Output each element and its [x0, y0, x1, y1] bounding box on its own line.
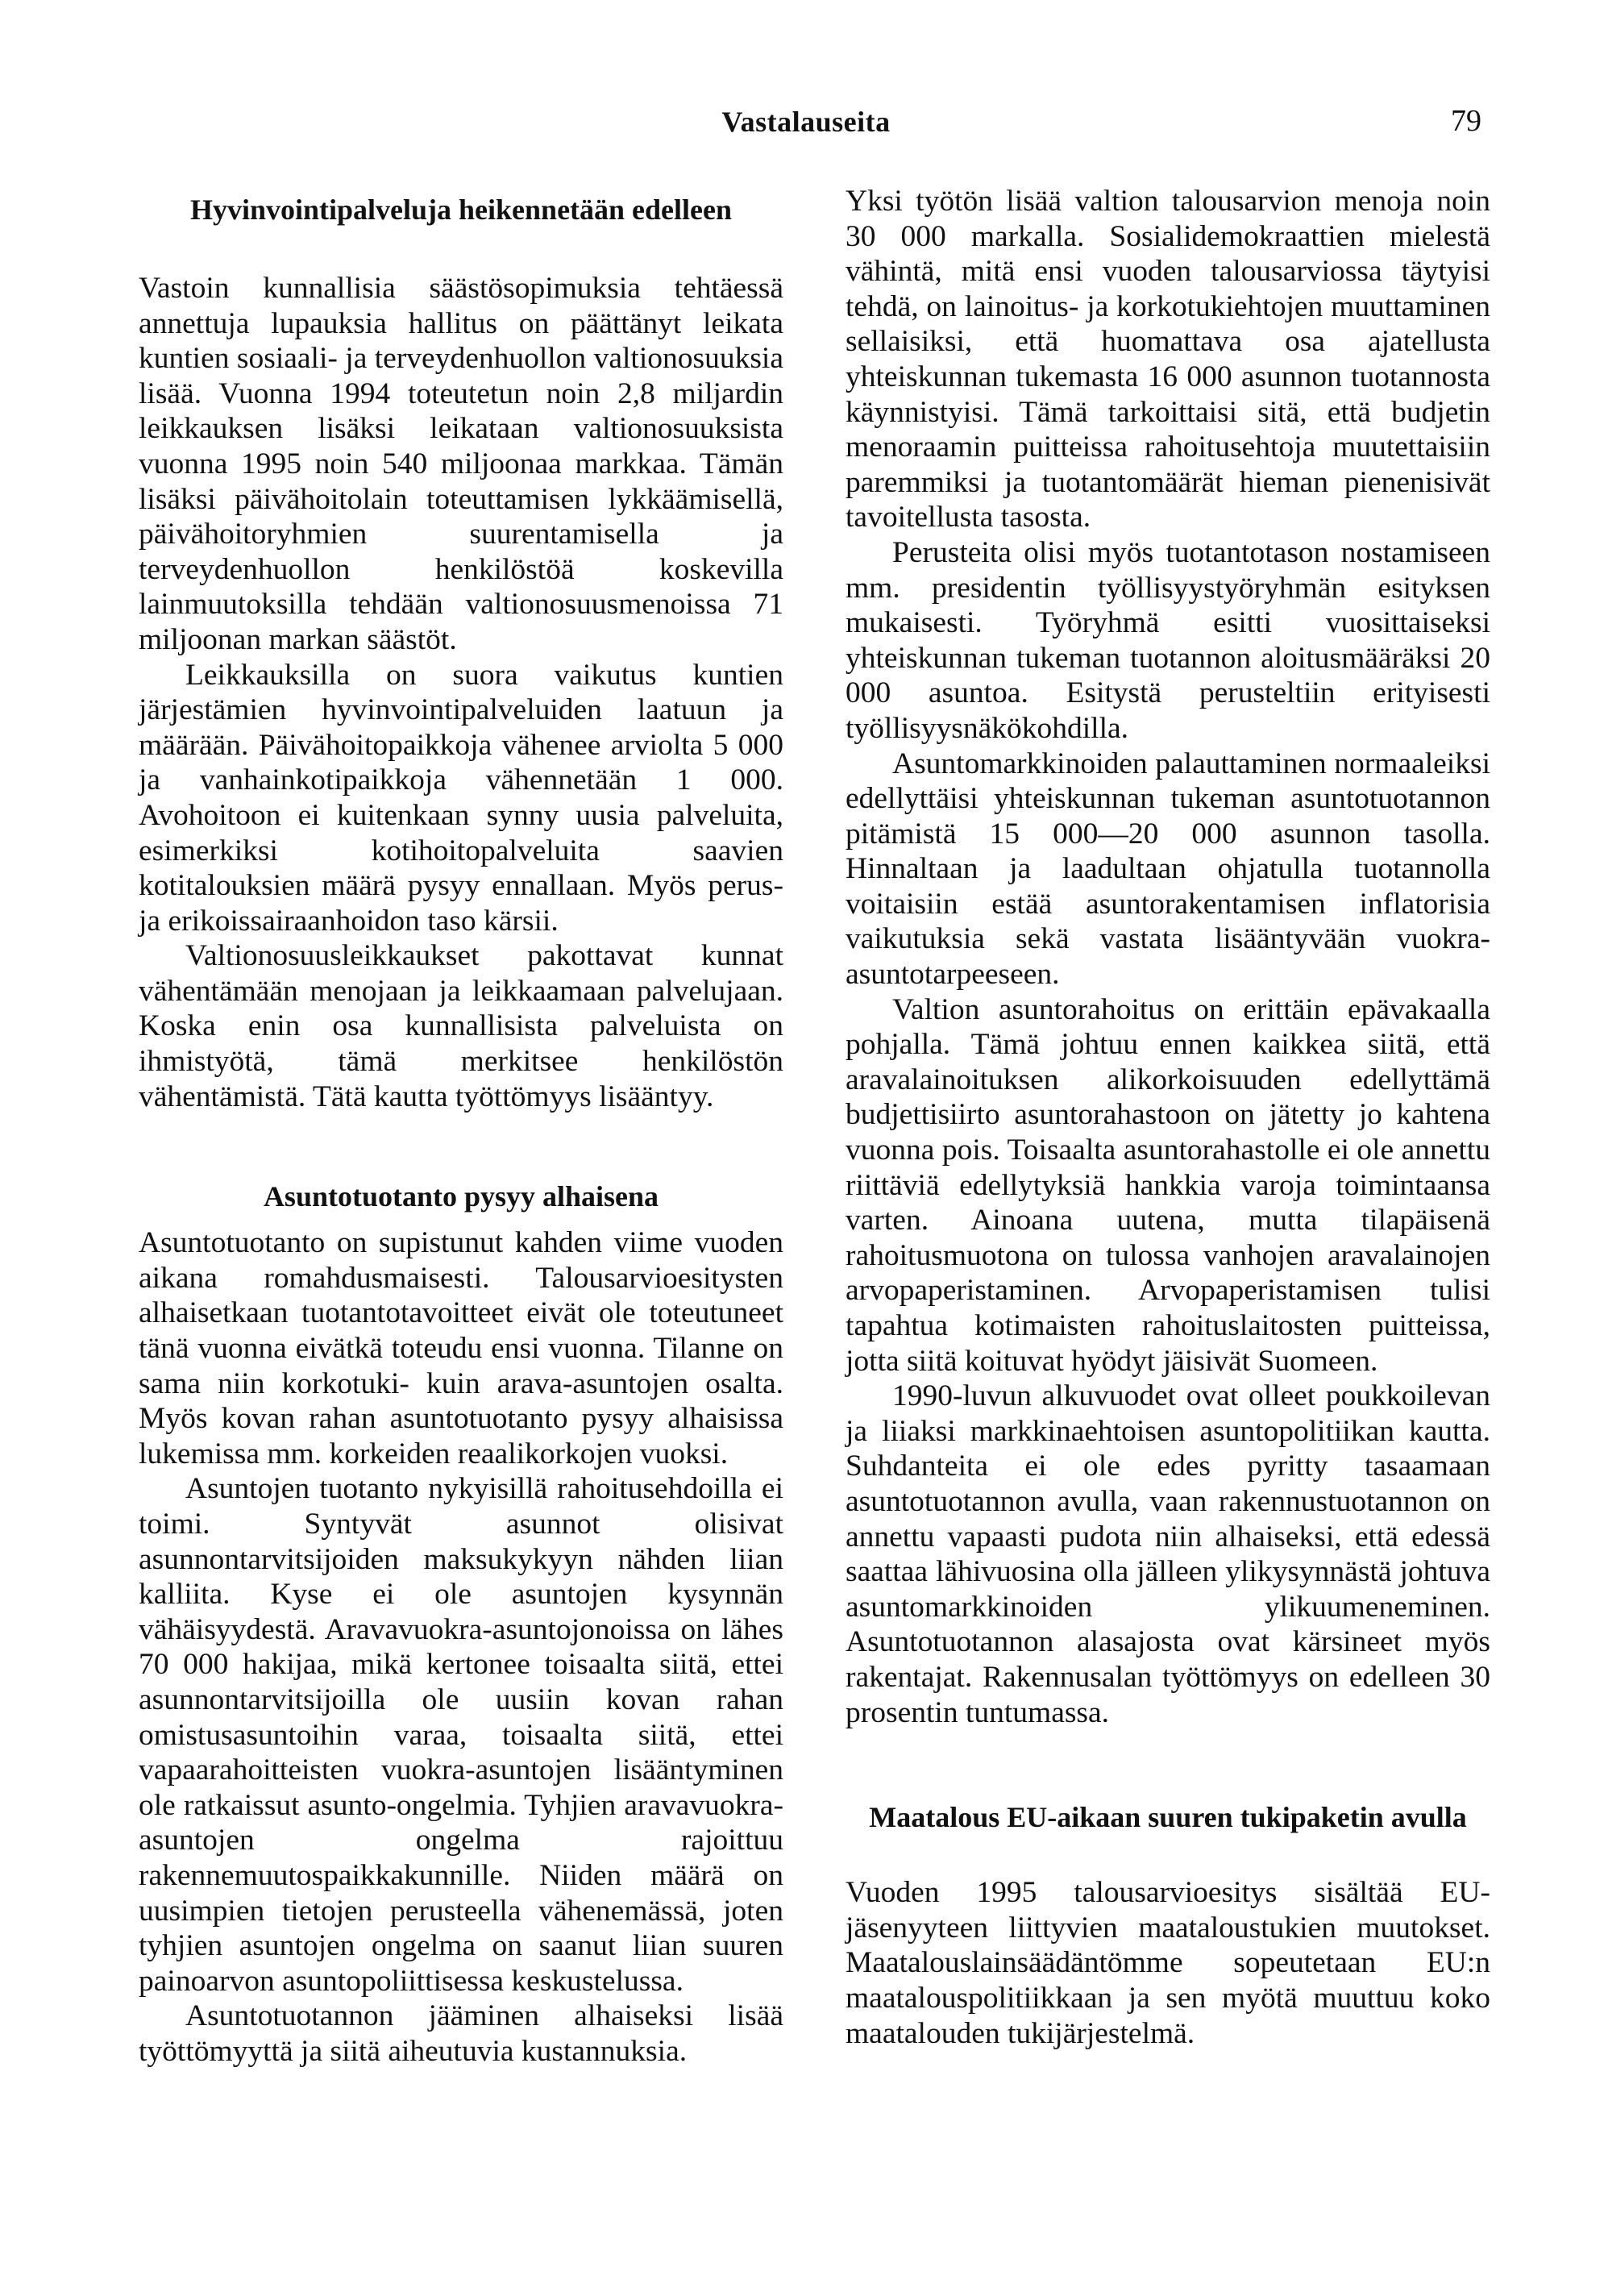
section-heading-welfare-services: Hyvinvointipalveluja heikennetään edelleen	[189, 193, 733, 226]
paragraph: Yksi työtön lisää valtion talousarvion menoja noin 30 000 markalla. Sosialidemokraattien mielestä vähintä, mitä ensi vuoden talousarviossa täytyisi tehdä, on lainoitus- ja korkotukiehtojen muuttaminen sellaisiksi, että huomattava osa ajatellusta yhteiskunnan tukemasta 16 000 asunnon tuotannosta käynnistyisi. Tämä tarkoittaisi sitä, että budjetin menoraamin puitteissa rahoitusehtoja muutettaisiin paremmiksi ja tuotantomäärät hieman pienenisivät tavoitellusta tasosta.	[846, 185, 1490, 534]
paragraph: Vuoden 1995 talousarvioesitys sisältää EU-jäsenyyteen liittyvien maataloustukien muutokset. Maatalouslainsäädäntömme sopeutetaan EU:n maatalouspolitiikkaan ja sen myötä muuttuu koko maatalouden tukijärjestelmä.	[846, 1876, 1490, 2050]
running-head: Vastalauseita	[721, 106, 891, 138]
paragraph: Vastoin kunnallisia säästösopimuksia tehtäessä annettuja lupauksia hallitus on päättänyt leikata kuntien sosiaali- ja terveydenhuollon valtionosuuksia lisää. Vuonna 1994 toteutetun noin 2,8 miljardin leikkauksen lisäksi leikataan valtionosuuksista vuonna 1995 noin 540 miljoonaa markkaa. Tämän lisäksi päivähoitolain toteuttamisen lykkäämisellä, päivähoitoryhmien suurentamisella ja terveydenhuollon henkilöstöä koskevilla lainmuutoksilla tehdään valtionosuusmenoissa 71 miljoonan markan säästöt.	[139, 272, 783, 656]
page-number: 79	[1451, 104, 1481, 138]
right-column	[846, 184, 1490, 2051]
paragraph: 1990-luvun alkuvuodet ovat olleet poukkoilevan ja liiaksi markkinaehtoisen asuntopolitiikan kautta. Suhdanteita ei ole edes pyritty tasaamaan asuntotuotannon avulla, vaan rakennustuotannon on annettu vapaasti pudota niin alhaiseksi, että edessä saattaa lähivuosina olla jälleen ylikysynnästä johtuva asuntomarkkinoiden ylikuumeneminen. Asuntotuotannon alasajosta ovat kärsineet myös rakentajat. Rakennusalan työttömyys on edelleen 30 prosentin tuntumassa.	[846, 1379, 1490, 1729]
section-heading-agriculture-eu: Maatalous EU-aikaan suuren tukipaketin avulla	[869, 1801, 1467, 1834]
paragraph: Valtion asuntorahoitus on erittäin epävakaalla pohjalla. Tämä johtuu ennen kaikkea siitä, että aravalainoituksen alikorkoisuuden edellyttämä budjettisiirto asuntorahastoon on jätetty jo kahtena vuonna pois. Toisaalta asuntorahastolle ei ole annettu riittäviä edellytyksiä hankkia varoja toimintaansa varten. Ainoana uutena, mutta tilapäisenä rahoitusmuotona on tulossa vanhojen aravalainojen arvopaperistaminen. Arvopaperistamisen tulisi tapahtua kotimaisten rahoituslaitosten puitteissa, jotta siitä koituvat hyödyt jäisivät Suomeen.	[846, 992, 1490, 1378]
paragraph: Valtionosuusleikkaukset pakottavat kunnat vähentämään menojaan ja leikkaamaan palvelujaan. Koska enin osa kunnallisista palveluista on ihmistyötä, tämä merkitsee henkilöstön vähentämistä. Tätä kautta työttömyys lisääntyy.	[139, 939, 783, 1113]
paragraph: Asuntomarkkinoiden palauttaminen normaaleiksi edellyttäisi yhteiskunnan tukeman asuntotuotannon pitämistä 15 000—20 000 asunnon tasolla. Hinnaltaan ja laadultaan ohjatulla tuotannolla voitaisiin estää asuntorakentamisen inflatorisia vaikutuksia sekä vastata lisääntyvään vuokra-asuntotarpeeseen.	[846, 747, 1490, 992]
paragraph: Asuntotuotanto on supistunut kahden viime vuoden aikana romahdusmaisesti. Talousarvioesitysten alhaisetkaan tuotantotavoitteet eivät ole toteutuneet tänä vuonna eivätkä toteudu ensi vuonna. Tilanne on sama niin korkotuki- kuin arava-asuntojen osalta. Myös kovan rahan asuntotuotanto pysyy alhaisissa lukemissa mm. korkeiden reaalikorkojen vuoksi.	[139, 1226, 783, 1470]
paragraph: Asuntotuotannon jääminen alhaiseksi lisää työttömyyttä ja siitä aiheutuvia kustannuksia.	[139, 1999, 783, 2068]
left-column	[139, 184, 783, 2069]
paragraph: Asuntojen tuotanto nykyisillä rahoitusehdoilla ei toimi. Syntyvät asunnot olisivat asunnontarvitsijoiden maksukykyyn nähden liian kalliita. Kyse ei ole asuntojen kysynnän vähäisyydestä. Aravavuokra-asuntojonoissa on lähes 70 000 hakijaa, mikä kertonee toisaalta siitä, ettei asunnontarvitsijoilla ole uusiin kovan rahan omistusasuntoihin varaa, toisaalta siitä, ettei vapaarahoitteisten vuokra-asuntojen lisääntyminen ole ratkaissut asunto-ongelmia. Tyhjien aravavuokra-asuntojen ongelma rajoittuu rakennemuutospaikkakunnille. Niiden määrä on uusimpien tietojen perusteella vähenemässä, joten tyhjien asuntojen ongelma on saanut liian suuren painoarvon asuntopoliittisessa keskustelussa.	[139, 1472, 783, 1998]
section-heading-housing-production: Asuntotuotanto pysyy alhaisena	[263, 1180, 659, 1213]
paragraph: Leikkauksilla on suora vaikutus kuntien järjestämien hyvinvointipalveluiden laatuun ja määrään. Päivähoitopaikkoja vähenee arviolta 5 000 ja vanhainkotipaikkoja vähennetään 1 000. Avohoitoon ei kuitenkaan synny uusia palveluita, esimerkiksi kotihoitopalveluita saavien kotitalouksien määrä pysyy ennallaan. Myös perus- ja erikoissairaanhoidon taso kärsii.	[139, 658, 783, 938]
paragraph: Perusteita olisi myös tuotantotason nostamiseen mm. presidentin työllisyystyöryhmän esityksen mukaisesti. Työryhmä esitti vuosittaiseksi yhteiskunnan tukeman tuotannon aloitusmääräksi 20 000 asuntoa. Esitystä perusteltiin erityisesti työllisyysnäkökohdilla.	[846, 535, 1490, 745]
